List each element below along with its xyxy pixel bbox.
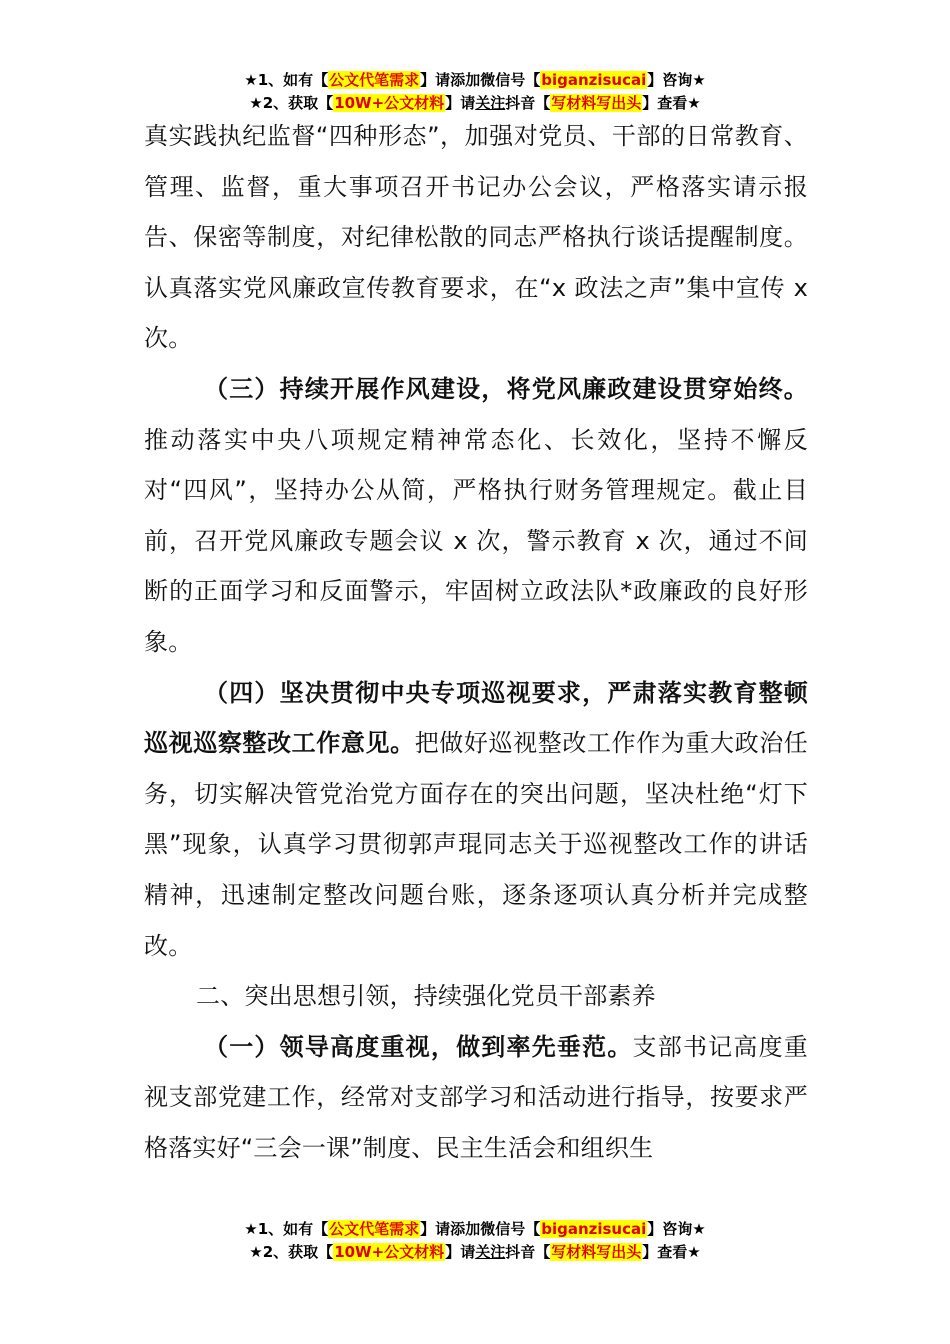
paragraph-heading: （四）坚决贯彻中央专项巡视要求，严肃落实教育整顿巡视巡察整改工作意见。 — [144, 678, 808, 758]
paragraph-heading: （一）领导高度重视，做到率先垂范。 — [204, 1032, 633, 1061]
promo-highlight-douyin: 写材料写出头 — [551, 1243, 642, 1261]
promo-highlight-materials: 10W+公文材料 — [334, 94, 445, 112]
promo-text: 】请 — [445, 94, 476, 112]
promo-text: ★2、获取【 — [249, 94, 334, 112]
promo-highlight-materials: 10W+公文材料 — [334, 1243, 445, 1261]
paragraph: 真实践执纪监督“四种形态”，加强对党员、干部的日常教育、管理、监督，重大事项召开书记办公会议，严格落实请示报告、保密等制度，对纪律松散的同志严格执行谈话提醒制度。认真落实党风廉政宣传教育要求，在“x 政法之声”集中宣传 x 次。 — [144, 122, 808, 353]
promo-text: 微信号【 — [480, 1220, 541, 1238]
paragraph — [144, 668, 808, 972]
promo-line-1 — [0, 69, 950, 92]
document-body — [144, 111, 808, 1173]
promo-text: 】查看★ — [642, 94, 701, 112]
section-heading: 二、突出思想引领，持续强化党员干部素养 — [196, 982, 656, 1011]
promo-text: 】查看★ — [642, 1243, 701, 1261]
promo-highlight-service: 公文代笔需求 — [329, 71, 420, 89]
paragraph — [144, 1022, 808, 1174]
paragraph-text: 把做好巡视整改工作作为重大政治任务，切实解决管党治党方面存在的突出问题，坚决杜绝“灯下黑”现象，认真学习贯彻郭声琨同志关于巡视整改工作的讲话精神，迅速制定整改问题台账，逐条逐项认真分析并完成整改。 — [144, 729, 808, 960]
promo-text: 抖音【 — [505, 94, 551, 112]
promo-text: 】请添 — [420, 1220, 466, 1238]
promo-text: 关注 — [475, 1243, 506, 1261]
promo-highlight-wechat-id: biganzisucai — [541, 1220, 647, 1238]
promo-highlight-douyin: 写材料写出头 — [551, 94, 642, 112]
promo-text: 关注 — [475, 94, 506, 112]
paragraph-text: 支部书记高度重视支部党建工作，经常对支部学习和活动进行指导，按要求严格落实好“三会一课”制度、民主生活会和组织生 — [144, 1032, 808, 1162]
promo-text: ★2、获取【 — [249, 1243, 334, 1261]
promo-text: 抖音【 — [505, 1243, 551, 1261]
promo-text: 】咨询★ — [647, 71, 706, 89]
paragraph-heading: （三）持续开展作风建设，将党风廉政建设贯穿始终。 — [204, 374, 808, 403]
paragraph — [144, 364, 808, 668]
promo-text: 】请 — [445, 1243, 476, 1261]
promo-text: ★1、如有【 — [244, 71, 329, 89]
paragraph-text: 推动落实中央八项规定精神常态化、长效化，坚持不懈反对“四风”，坚持办公从简，严格执行财务管理规定。截止目前，召开党风廉政专题会议 x 次，警示教育 x 次，通过不间断的正面学习和反面警示，牢固树立政法队*政廉政的良好形象。 — [144, 425, 808, 656]
promo-text: 】咨询★ — [647, 1220, 706, 1238]
promo-line-2 — [0, 1241, 950, 1264]
promo-text: 加 — [465, 71, 481, 89]
promo-banner-bottom — [0, 1218, 950, 1264]
promo-text: ★1、如有【 — [244, 1220, 329, 1238]
promo-highlight-wechat-id: biganzisucai — [541, 71, 647, 89]
promo-line-1 — [0, 1218, 950, 1241]
promo-banner-top — [0, 69, 950, 115]
promo-text: 】请添 — [420, 71, 466, 89]
promo-highlight-service: 公文代笔需求 — [329, 1220, 420, 1238]
promo-text: 加 — [465, 1220, 481, 1238]
promo-text: 微信号【 — [480, 71, 541, 89]
